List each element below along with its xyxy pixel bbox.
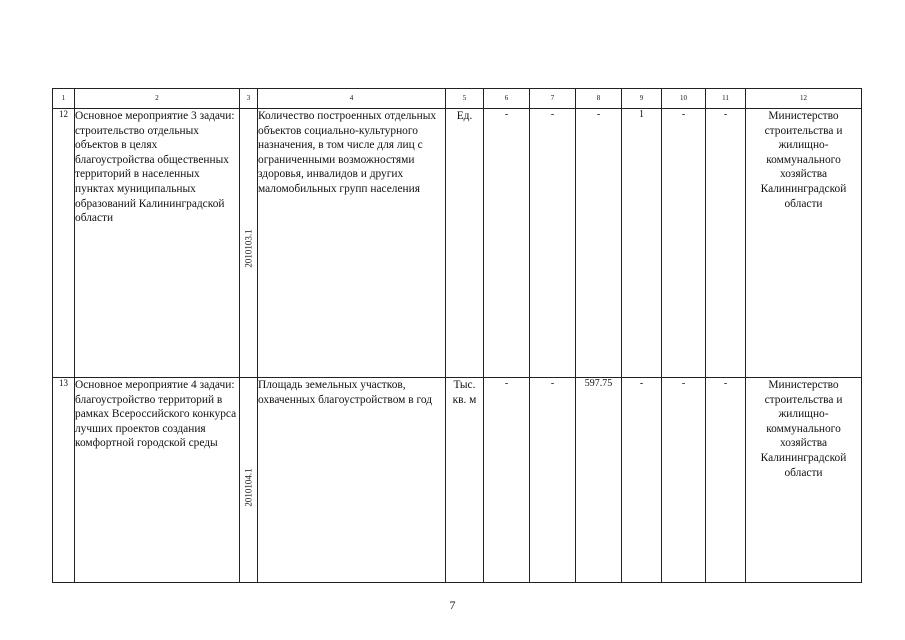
table-row xyxy=(53,109,862,378)
value-cell: - xyxy=(622,378,662,583)
header-cell: 2 xyxy=(75,89,240,109)
header-row xyxy=(53,89,862,109)
budget-code: 2010104.1 xyxy=(243,468,253,507)
value-cell: - xyxy=(706,109,746,378)
table-row xyxy=(53,378,862,583)
value-cell: 597.75 xyxy=(576,378,622,583)
header-cell: 1 xyxy=(53,89,75,109)
value-cell: - xyxy=(530,109,576,378)
responsible-executor: Министерство строительства и жилищно-коммунального хозяйства Калининградской области xyxy=(746,378,862,583)
header-cell: 7 xyxy=(530,89,576,109)
value-cell: - xyxy=(706,378,746,583)
value-cell: - xyxy=(576,109,622,378)
value-cell: - xyxy=(530,378,576,583)
header-cell: 11 xyxy=(706,89,746,109)
row-number: 13 xyxy=(53,378,75,583)
code-cell xyxy=(240,109,258,378)
header-cell: 10 xyxy=(662,89,706,109)
indicator-name: Площадь земельных участков, охваченных благоустройством в год xyxy=(258,378,446,583)
measures-table xyxy=(52,88,862,583)
indicator-name: Количество построенных отдельных объектов социально-культурного назначения, в том числе для лиц с ограниченными возможностями здоровья, инвалидов и других маломобильных групп населения xyxy=(258,109,446,378)
header-cell: 6 xyxy=(484,89,530,109)
header-cell: 5 xyxy=(446,89,484,109)
value-cell: - xyxy=(484,109,530,378)
unit: Ед. xyxy=(446,109,484,378)
code-cell xyxy=(240,378,258,583)
value-cell: 1 xyxy=(622,109,662,378)
header-cell: 8 xyxy=(576,89,622,109)
header-cell: 4 xyxy=(258,89,446,109)
value-cell: - xyxy=(484,378,530,583)
budget-code: 2010103.1 xyxy=(243,229,253,268)
page-number: 7 xyxy=(449,598,456,612)
responsible-executor: Министерство строительства и жилищно-коммунального хозяйства Калининградской области xyxy=(746,109,862,378)
value-cell: - xyxy=(662,109,706,378)
unit: Тыс. кв. м xyxy=(446,378,484,583)
header-cell: 12 xyxy=(746,89,862,109)
event-name: Основное мероприятие 4 задачи: благоустройство территорий в рамках Всероссийского конкурса лучших проектов создания комфортной городской среды xyxy=(75,378,240,583)
event-name: Основное мероприятие 3 задачи: строительство отдельных объектов в целях благоустройства общественных территорий в населенных пунктах муниципальных образований Калининградской области xyxy=(75,109,240,378)
header-cell: 9 xyxy=(622,89,662,109)
row-number: 12 xyxy=(53,109,75,378)
header-cell: 3 xyxy=(240,89,258,109)
value-cell: - xyxy=(662,378,706,583)
